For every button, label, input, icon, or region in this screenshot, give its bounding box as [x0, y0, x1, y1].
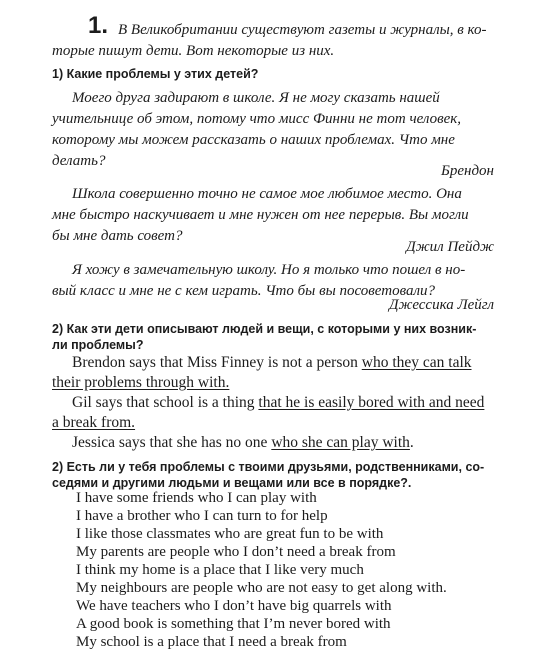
letter-2-signature: Джил Пейдж: [406, 239, 494, 255]
question-1-heading: 1) Какие проблемы у этих детей?: [52, 67, 259, 81]
letter-2-line-3: бы мне дать совет?: [52, 228, 183, 244]
letter-1-line-4: делать?: [52, 153, 106, 169]
answer-gil-line-1: [72, 394, 484, 412]
answer-jessica-period: .: [409, 434, 414, 451]
answer-jessica-text: Jessica says that she has no one: [72, 434, 272, 451]
answer-gil-underlined-2: a break from.: [52, 414, 136, 431]
letter-2-line-2: мне быстро наскучивает и мне нужен от нее перерыв. Вы могли: [52, 207, 469, 223]
sentence-9: My school is a place that I need a break from: [76, 634, 347, 650]
letter-1-line-2: учительнице об этом, потому что мисс Финни не тот человек,: [52, 111, 462, 127]
answer-brendon-underlined-2: their problems through with.: [52, 374, 230, 391]
sentence-5: I think my home is a place that I like very much: [76, 562, 364, 578]
intro-line-1: В Великобритании существуют газеты и журналы, в ко-: [118, 22, 487, 38]
answer-brendon-line-2: [52, 374, 229, 392]
sentence-6: My neighbours are people who are not easy to get along with.: [76, 580, 447, 596]
letter-3-signature: Джессика Лейгл: [389, 297, 494, 313]
question-2-heading-line-2: ли проблемы?: [52, 338, 144, 352]
letter-1-signature: Брендон: [441, 163, 494, 179]
exercise-number: 1.: [88, 12, 109, 39]
sentence-4: My parents are people who I don’t need a break from: [76, 544, 396, 560]
letter-3-line-1: Я хожу в замечательную школу. Но я только что пошел в но-: [72, 262, 466, 278]
answer-gil-underlined-1: that he is easily bored with and need: [258, 394, 485, 411]
sentence-1: I have some friends who I can play with: [76, 490, 317, 506]
answer-brendon-line-1: [72, 354, 472, 372]
intro-line-2: торые пишут дети. Вот некоторые из них.: [52, 43, 335, 59]
answer-brendon-text: Brendon says that Miss Finney is not a person: [72, 354, 362, 371]
letter-3-line-2: вый класс и мне не с кем играть. Что бы вы посоветовали?: [52, 283, 436, 299]
answer-brendon-underlined-1: who they can talk: [361, 354, 472, 371]
letter-2-line-1: Школа совершенно точно не самое мое любимое место. Она: [72, 186, 462, 202]
answer-gil-line-2: [52, 414, 135, 432]
question-3-heading-line-2: седями и другими людьми и вещами или все в порядке?.: [52, 476, 412, 490]
sentence-2: I have a brother who I can turn to for help: [76, 508, 328, 524]
answer-jessica-line: [72, 434, 414, 452]
letter-1-line-1: Моего друга задирают в школе. Я не могу сказать нашей: [72, 90, 440, 106]
letter-1-line-3: которому мы можем рассказать о наших проблемах. Что мне: [52, 132, 455, 148]
answer-jessica-underlined: who she can play with: [271, 434, 410, 451]
sentence-7: We have teachers who I don’t have big quarrels with: [76, 598, 392, 614]
question-2-heading-line-1: 2) Как эти дети описывают людей и вещи, с которыми у них возник-: [52, 322, 477, 336]
sentence-8: A good book is something that I’m never bored with: [76, 616, 391, 632]
question-3-heading-line-1: 2) Есть ли у тебя проблемы с твоими друзьями, родственниками, со-: [52, 460, 485, 474]
sentence-3: I like those classmates who are great fun to be with: [76, 526, 384, 542]
answer-gil-text: Gil says that school is a thing: [72, 394, 259, 411]
